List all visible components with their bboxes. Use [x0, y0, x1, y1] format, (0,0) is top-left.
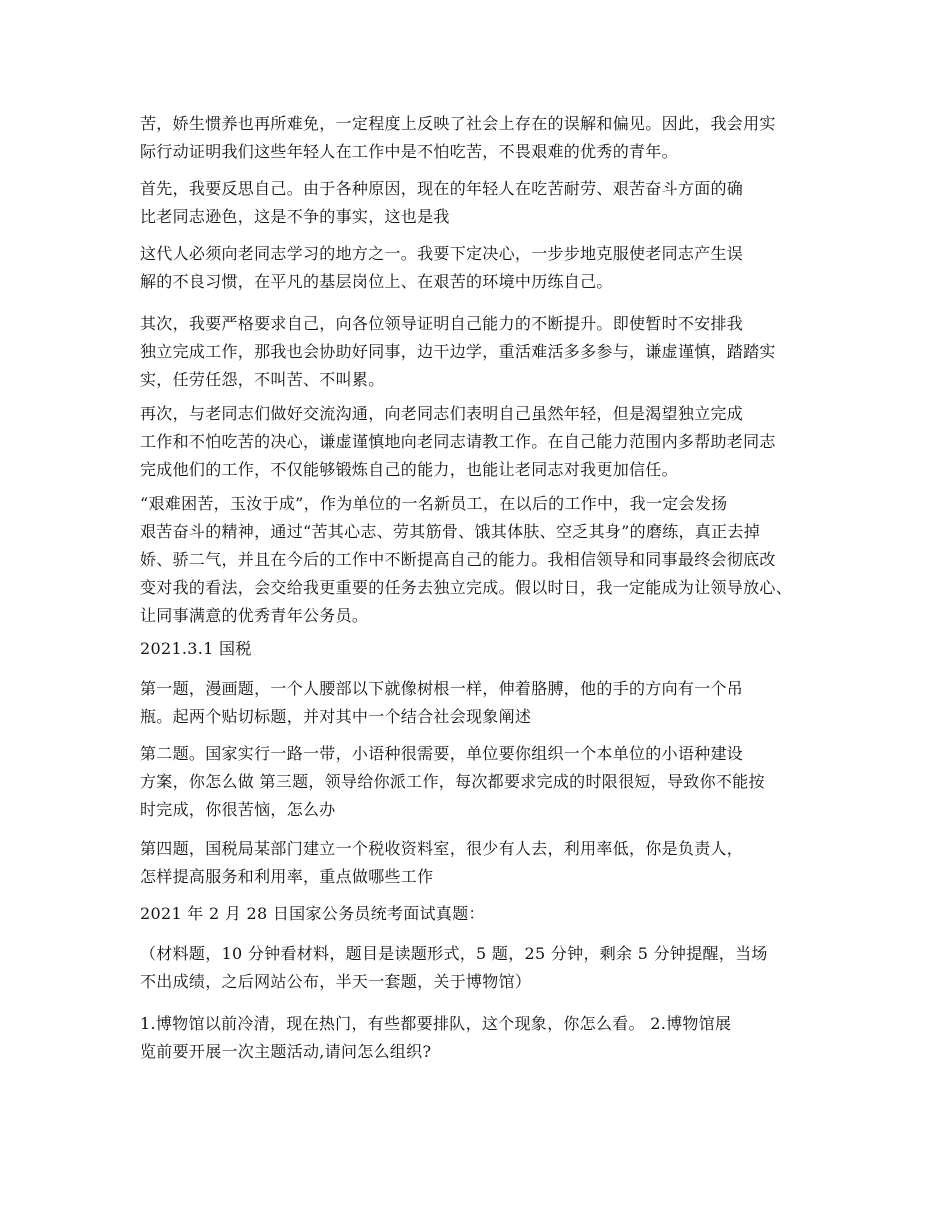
question-four: 第四题，国税局某部门建立一个税收资料室，很少有人去，利用率低，你是负责人， 怎样提高服务和利用率，重点做哪些工作 [140, 839, 744, 886]
paragraph-second-point: 其次，我要严格要求自己，向各位领导证明自己能力的不断提升。即使暂时不安排我 独立完成工作，那我也会协助好同事，边干边学，重活难活多多参与，谦虚谨慎，踏踏实 实，任劳任怨，不叫苦、不叫累。 [140, 314, 776, 389]
exam-heading: 2021 年 2 月 28 日国家公务员统考面试真题： [140, 904, 485, 923]
paragraph-intro-continuation: 苦，娇生惯养也再所难免，一定程度上反映了社会上存在的误解和偏见。因此，我会用实 际行动证明我们这些年轻人在工作中是不怕吃苦，不畏艰难的优秀的青年。 [140, 114, 776, 161]
paragraph-conclusion: “艰难困苦，玉汝于成”，作为单位的一名新员工，在以后的工作中，我一定会发扬 艰苦奋斗的精神，通过“苦其心志、劳其筋骨、饿其体肤、空乏其身”的磨练，真正去掉 娇、骄二气，并且在今后的工作中不断提高自己的能力。我相信领导和同事最终会彻底改 变对我的看法，会交给我更重要的任务去独立完成。假以时日，我一定能成为让领导放心、 让同事满意的优秀青年公务员。 [140, 494, 793, 625]
paragraph-first-point-continued: 这代人必须向老同志学习的地方之一。我要下定决心，一步步地克服使老同志产生误 解的不良习惯，在平凡的基层岗位上、在艰苦的环境中历练自己。 [140, 244, 744, 291]
question-one: 第一题，漫画题，一个人腰部以下就像树根一样，伸着胳膊，他的手的方向有一个吊 瓶。起两个贴切标题，并对其中一个结合社会现象阐述 [140, 679, 744, 726]
paragraph-first-point: 首先，我要反思自己。由于各种原因，现在的年轻人在吃苦耐劳、艰苦奋斗方面的确 比老同志逊色，这是不争的事实，这也是我 [140, 179, 744, 226]
museum-questions: 1.博物馆以前冷清，现在热门，有些都要排队，这个现象，你怎么看。 2.博物馆展 览前要开展一次主题活动,请问怎么组织? [140, 1014, 732, 1061]
exam-description: （材料题，10 分钟看材料，题目是读题形式，5 题，25 分钟，剩余 5 分钟提醒，当场 不出成绩，之后网站公布，半天一套题，关于博物馆） [140, 944, 768, 991]
paragraph-third-point: 再次，与老同志们做好交流沟通，向老同志们表明自己虽然年轻，但是渴望独立完成 工作和不怕吃苦的决心，谦虚谨慎地向老同志请教工作。在自己能力范围内多帮助老同志 完成他们的工作，不仅能够锻炼自己的能力，也能让老同志对我更加信任。 [140, 404, 776, 479]
section-date-heading: 2021.3.1 国税 [140, 639, 252, 658]
question-two-three: 第二题。国家实行一路一带，小语种很需要，单位要你组织一个本单位的小语种建设 方案，你怎么做 第三题，领导给你派工作，每次都要求完成的时限很短，导致你不能按 时完成，你很苦恼，怎么办 [140, 744, 765, 819]
